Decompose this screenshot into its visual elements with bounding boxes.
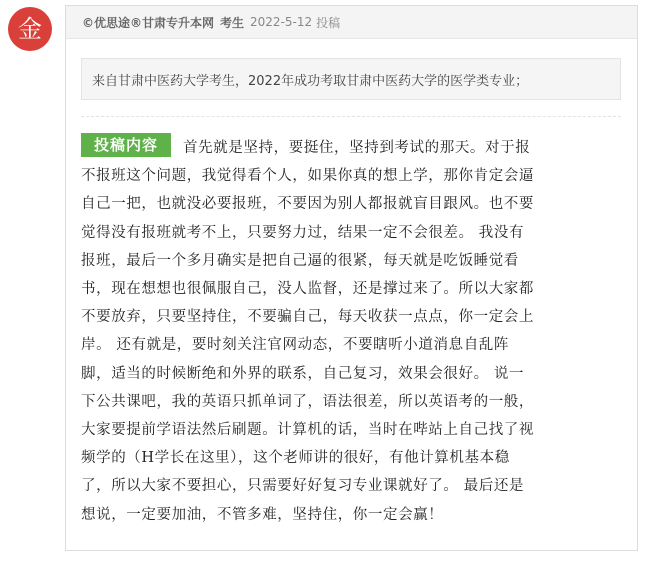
divider — [81, 116, 621, 117]
article-line: 下公共课吧，我的英语只抓单词了，语法很差，所以英语考的一般， — [81, 393, 534, 410]
article-line: 了，所以大家不要担心，只需要好好复习专业课就好了。 最后还是 — [81, 478, 525, 495]
article-line: 不报班这个问题，我觉得看个人，如果你真的想上学，那你肯定会逼 — [81, 168, 534, 185]
article-line-text: 首先就是坚持，要挺住，坚持到考试的那天。对于报 — [183, 140, 531, 156]
article-line: 报班，最后一个多月确实是把自己逼的很紧，每天就是吃饭睡觉看 — [81, 252, 519, 269]
article-line: 岸。 还有就是，要时刻关注官网动态，不要瞎听小道消息自乱阵 — [81, 337, 510, 354]
article-line: 觉得没有报班就考不上，只要努力过，结果一定不会很差。 我没有 — [81, 224, 525, 241]
article-line: 脚，适当的时候断绝和外界的联系，自己复习，效果会很好。 说一 — [81, 365, 525, 382]
post-card — [65, 5, 638, 551]
article-line: 频学的（H学长在这里），这个老师讲的很好，有他计算机基本稳 — [81, 450, 510, 467]
summary-box — [81, 58, 621, 100]
article-line: 书，现在想想也很佩服自己，没人监督，还是撑过来了。所以大家都 — [81, 281, 534, 298]
content-tag: 投稿内容 — [81, 133, 171, 157]
article-line: 大家要提前学语法然后刷题。计算机的话，当时在哔站上自己找了视 — [81, 422, 534, 439]
summary-text: 来自甘肃中医药大学考生，2022年成功考取甘肃中医药大学的医学类专业； — [92, 73, 529, 89]
article-body — [81, 133, 621, 529]
post-action-label: 投稿 — [316, 15, 341, 30]
avatar: 金 — [8, 7, 52, 51]
author-role: 考生 — [220, 15, 245, 30]
post-header — [66, 6, 637, 39]
article-line: 不要放弃，只要坚持住，不要骗自己，每天收获一点点，你一定会上 — [81, 309, 534, 326]
article-line — [81, 133, 621, 162]
article-line: 自己一把，也就没必要报班，不要因为别人都报就盲目跟风。也不要 — [81, 196, 534, 213]
post-date: 2022-5-12 — [250, 15, 313, 29]
article-line: 想说，一定要加油，不管多难，坚持住，你一定会赢！ — [81, 506, 444, 523]
author-name[interactable]: ©优思途®甘肃专升本网 — [82, 15, 215, 30]
